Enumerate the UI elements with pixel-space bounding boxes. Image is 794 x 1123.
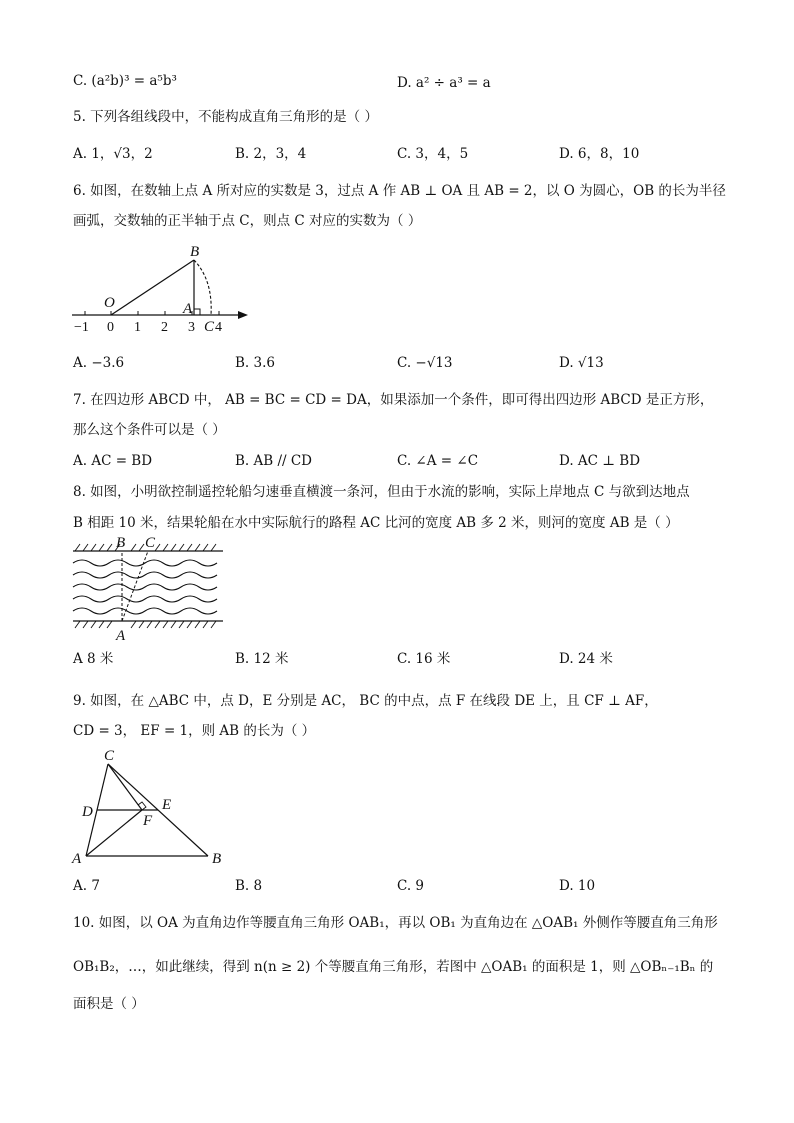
tick-label-neg1: −1 (74, 320, 89, 335)
label-c: C (145, 536, 156, 551)
axis-arrow-icon (238, 311, 248, 319)
q8-river-figure (70, 536, 226, 646)
q7-option-b: B. AB // CD (235, 453, 313, 469)
q5-option-d: D. 6，8，10 (559, 146, 640, 162)
label-b: B (116, 536, 126, 551)
q8-option-c: C. 16 米 (397, 651, 451, 667)
q5-stem: 5. 下列各组线段中，不能构成直角三角形的是（ ） (73, 109, 378, 125)
q10-stem-line3: 面积是（ ） (73, 996, 145, 1012)
q7-option-d: D. AC ⊥ BD (559, 453, 641, 469)
q7-option-a: A. AC = BD (73, 453, 153, 469)
q9-option-d: D. 10 (559, 878, 596, 894)
q7-option-c: C. ∠A = ∠C (397, 453, 479, 469)
q9-stem-line2: CD = 3， EF = 1，则 AB 的长为（ ） (73, 723, 316, 739)
tick-label-0: 0 (107, 320, 114, 335)
tick-label-2: 2 (161, 320, 168, 335)
q6-stem-line1: 6. 如图，在数轴上点 A 所对应的实数是 3，过点 A 作 AB ⊥ OA 且 AB = 2，以 O 为圆心，OB 的长为半径 (73, 183, 726, 199)
label-a: A (183, 301, 193, 317)
q9-stem-line1: 9. 如图，在 △ABC 中，点 D，E 分别是 AC， BC 的中点，点 F 在线段 DE 上，且 CF ⊥ AF， (73, 693, 658, 709)
q6-option-d: D. √13 (559, 355, 604, 371)
segment-cf (108, 764, 142, 810)
segment-ob (111, 260, 194, 315)
q10-stem-line2: OB₁B₂，…，如此继续，得到 n(n ≥ 2) 个等腰直角三角形，若图中 △OAB₁ 的面积是 1，则 △OBₙ₋₁Bₙ 的 (73, 959, 714, 975)
q6-number-line-figure (66, 240, 256, 335)
tick-label-1: 1 (134, 320, 141, 335)
q6-option-b: B. 3.6 (235, 355, 275, 371)
tick-label-3: 3 (188, 320, 195, 335)
q6-option-a: A. −3.6 (73, 355, 125, 371)
arc-bc (194, 260, 211, 315)
q10-stem-line1: 10. 如图，以 OA 为直角边作等腰直角三角形 OAB₁，再以 OB₁ 为直角边在 △OAB₁ 外侧作等腰直角三角形 (73, 915, 718, 931)
water-waves (73, 560, 217, 614)
tick-label-4: 4 (215, 320, 222, 335)
q8-option-b: B. 12 米 (235, 651, 289, 667)
q9-option-c: C. 9 (397, 878, 425, 894)
q6-stem-line2: 画弧，交数轴的正半轴于点 C，则点 C 对应的实数为（ ） (73, 213, 422, 229)
label-b: B (212, 851, 222, 867)
right-angle-mark (194, 309, 200, 315)
label-e: E (162, 797, 172, 813)
q9-triangle-figure (66, 746, 236, 870)
q5-option-a: A. 1，√3，2 (73, 146, 153, 162)
q4-option-c: C. (a²b)³ = a⁵b³ (73, 73, 177, 89)
q5-option-b: B. 2，3，4 (235, 146, 307, 162)
label-a: A (116, 628, 126, 644)
label-c: C (204, 319, 215, 335)
q4-option-d: D. a² ÷ a³ = a (397, 75, 491, 91)
q8-option-a: A 8 米 (73, 651, 114, 667)
q9-option-b: B. 8 (235, 878, 263, 894)
q7-stem-line2: 那么这个条件可以是（ ） (73, 422, 226, 438)
q7-stem-line1: 7. 在四边形 ABCD 中， AB = BC = CD = DA，如果添加一个条件，即可得出四边形 ABCD 是正方形， (73, 392, 714, 408)
q9-option-a: A. 7 (73, 878, 100, 894)
bottom-bank-hatching (75, 621, 216, 628)
label-o: O (104, 295, 115, 311)
label-c: C (104, 748, 115, 764)
label-d: D (82, 804, 93, 820)
label-f: F (143, 813, 153, 829)
label-a: A (72, 851, 82, 867)
segment-af (86, 810, 142, 856)
q6-option-c: C. −√13 (397, 355, 453, 371)
q8-stem-line1: 8. 如图，小明欲控制遥控轮船匀速垂直横渡一条河，但由于水流的影响，实际上岸地点 C 与欲到达地点 (73, 484, 690, 500)
q5-option-c: C. 3，4，5 (397, 146, 469, 162)
q8-option-d: D. 24 米 (559, 651, 613, 667)
label-b: B (190, 244, 200, 260)
q8-stem-line2: B 相距 10 米，结果轮船在水中实际航行的路程 AC 比河的宽度 AB 多 2 米，则河的宽度 AB 是（ ） (73, 515, 679, 531)
